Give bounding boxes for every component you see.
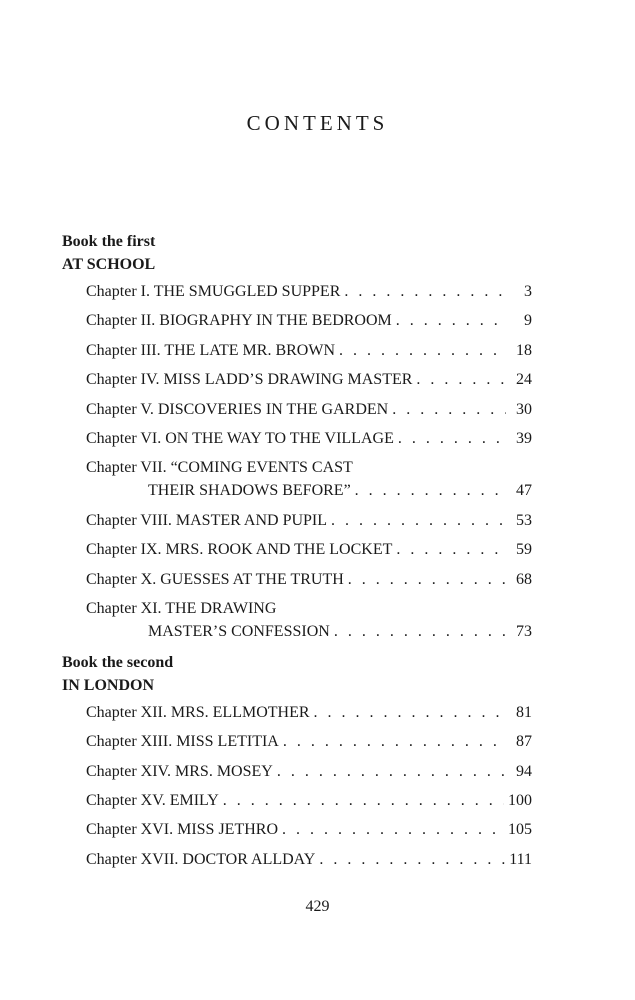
chapter-page-number: 111 — [509, 850, 532, 868]
chapter-page-number: 81 — [516, 703, 532, 721]
dot-leader — [314, 701, 506, 724]
chapter-page-number: 47 — [516, 482, 532, 500]
chapter-title: Chapter III. THE LATE MR. BROWN — [86, 341, 335, 359]
dot-leader — [344, 280, 506, 303]
dot-leader — [398, 427, 506, 450]
dot-leader — [416, 368, 506, 391]
chapter-title: Chapter XII. MRS. ELLMOTHER — [86, 703, 310, 721]
chapter-page-number: 59 — [516, 541, 532, 559]
chapter-title: Chapter VI. ON THE WAY TO THE VILLAGE — [86, 429, 394, 447]
chapter-page-number: 94 — [516, 762, 532, 780]
chapter-title: Chapter XVII. DOCTOR ALLDAY — [86, 850, 316, 868]
dot-leader — [283, 730, 506, 753]
toc-entry[interactable] — [86, 368, 532, 391]
dot-leader — [396, 538, 506, 561]
chapter-page-number: 39 — [516, 429, 532, 447]
toc-entry[interactable] — [86, 568, 532, 591]
book-section — [62, 651, 532, 871]
toc-entry[interactable] — [86, 427, 532, 450]
chapter-title: Chapter XIII. MISS LETITIA — [86, 733, 279, 751]
toc-entry[interactable] — [86, 597, 532, 643]
toc-entry[interactable] — [86, 818, 532, 841]
toc-entry[interactable] — [86, 509, 532, 532]
toc-entry[interactable] — [86, 339, 532, 362]
book-heading: AT SCHOOL — [62, 256, 156, 273]
dot-leader — [334, 620, 506, 643]
chapter-title: Chapter IV. MISS LADD’S DRAWING MASTER — [86, 371, 413, 389]
toc-entry[interactable] — [86, 789, 532, 812]
chapter-title: Chapter VIII. MASTER AND PUPIL — [86, 511, 328, 529]
table-of-contents — [62, 230, 532, 879]
toc-entry[interactable] — [86, 398, 532, 421]
page-title: CONTENTS — [246, 111, 389, 135]
dot-leader — [223, 789, 504, 812]
chapter-page-number: 73 — [516, 622, 532, 640]
chapter-title-continued: MASTER’S CONFESSION — [148, 622, 330, 640]
toc-entry[interactable] — [86, 848, 532, 871]
page-number: 429 — [305, 898, 330, 915]
chapter-title: Chapter II. BIOGRAPHY IN THE BEDROOM — [86, 312, 392, 330]
chapter-page-number: 68 — [516, 570, 532, 588]
chapter-page-number: 87 — [516, 733, 532, 751]
book-heading: IN LONDON — [62, 676, 155, 694]
dot-leader — [277, 760, 506, 783]
chapter-page-number: 100 — [508, 792, 532, 810]
chapter-page-number: 18 — [516, 341, 532, 359]
chapter-title: Chapter XI. THE DRAWING — [86, 599, 277, 617]
chapter-page-number: 3 — [524, 283, 532, 300]
dot-leader — [355, 479, 506, 502]
dot-leader — [392, 398, 506, 421]
chapter-page-number: 53 — [516, 511, 532, 529]
chapter-title: Chapter XV. EMILY — [86, 792, 219, 810]
chapter-title: Chapter XVI. MISS JETHRO — [86, 821, 278, 839]
dot-leader — [319, 848, 505, 871]
dot-leader — [396, 309, 506, 332]
chapter-title: Chapter V. DISCOVERIES IN THE GARDEN — [86, 400, 389, 418]
book-label: Book the first — [62, 233, 156, 250]
chapter-page-number: 105 — [508, 821, 532, 839]
toc-entry[interactable] — [86, 701, 532, 724]
chapter-title: Chapter IX. MRS. ROOK AND THE LOCKET — [86, 541, 393, 559]
chapter-title-continued: THEIR SHADOWS BEFORE” — [148, 482, 351, 500]
toc-entry[interactable] — [86, 730, 532, 753]
chapter-title: Chapter X. GUESSES AT THE TRUTH — [86, 570, 344, 588]
chapter-title: Chapter XIV. MRS. MOSEY — [86, 762, 273, 780]
toc-entry[interactable] — [86, 280, 532, 303]
dot-leader — [348, 568, 506, 591]
dot-leader — [331, 509, 506, 532]
toc-entry[interactable] — [86, 760, 532, 783]
chapter-page-number: 30 — [516, 400, 532, 418]
toc-entry[interactable] — [86, 538, 532, 561]
chapter-page-number: 9 — [524, 312, 532, 330]
toc-entry[interactable] — [86, 456, 532, 502]
chapter-title: Chapter VII. “COMING EVENTS CAST — [86, 459, 353, 477]
book-section — [62, 230, 532, 643]
dot-leader — [282, 818, 504, 841]
chapter-title: Chapter I. THE SMUGGLED SUPPER — [86, 283, 341, 300]
toc-entry[interactable] — [86, 309, 532, 332]
book-label: Book the second — [62, 653, 174, 671]
chapter-page-number: 24 — [516, 371, 532, 389]
dot-leader — [339, 339, 506, 362]
